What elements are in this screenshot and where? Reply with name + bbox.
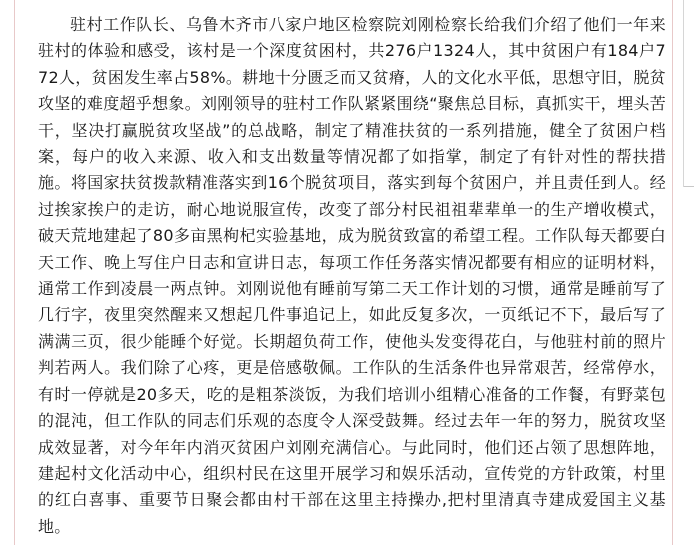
right-gutter-edge xyxy=(683,0,684,187)
right-gutter xyxy=(683,0,696,545)
left-margin-line xyxy=(14,0,15,545)
right-margin-line xyxy=(672,0,673,545)
body-paragraph[interactable]: 驻村工作队长、乌鲁木齐市八家户地区检察院刘刚检察长给我们介绍了他们一年来驻村的体验和感受，该村是一个深度贫困村，共276户1324人，其中贫困户有184户772人，贫困发生率占58%。耕地十分匮乏而又贫瘠，人的文化水平低，思想守旧，脱贫攻坚的难度超乎想象。刘刚领导的驻村工作队紧紧围绕“聚焦总目标，真抓实干，埋头苦干，坚决打赢脱贫攻坚战”的总战略，制定了精准扶贫的一系列措施，健全了贫困户档案，每户的收入来源、收入和支出数量等情况都了如指掌，制定了有针对性的帮扶措施。将国家扶贫拨款精准落实到16个脱贫项目，落实到每个贫困户，并且责任到人。经过挨家挨户的走访，耐心地说服宣传，改变了部分村民祖祖辈辈单一的生产增收模式，破天荒地建起了80多亩黑枸杞实验基地，成为脱贫致富的希望工程。工作队每天都要白天工作、晚上写住户日志和宣讲日志，每项工作任务落实情况都要有相应的证明材料，通常工作到凌晨一两点钟。刘刚说他有睡前写第二天工作计划的习惯，通常是睡前写了几行字，夜里突然醒来又想起几件事追记上，如此反复多次，一页纸记不下，最后写了满满三页，很少能睡个好觉。长期超负荷工作，使他头发变得花白，与他驻村前的照片判若两人。我们除了心疼，更是倍感敬佩。工作队的生活条件也异常艰苦，经常停水，有时一停就是20多天，吃的是粗茶淡饭，为我们培训小组精心准备的工作餐，有野菜包的混沌，但工作队的同志们乐观的态度令人深受鼓舞。经过去年一年的努力，脱贫攻坚成效显著，对今年年内消灭贫困户刘刚充满信心。与此同时，他们还占领了思想阵地，建起村文化活动中心，组织村民在这里开展学习和娱乐活动，宣传党的方针政策，村里的红白喜事、重要节日聚会都由村干部在这里主持操办,把村里清真寺建成爱国主义基地。 xyxy=(38,15,666,536)
right-gutter-mark xyxy=(684,186,694,187)
